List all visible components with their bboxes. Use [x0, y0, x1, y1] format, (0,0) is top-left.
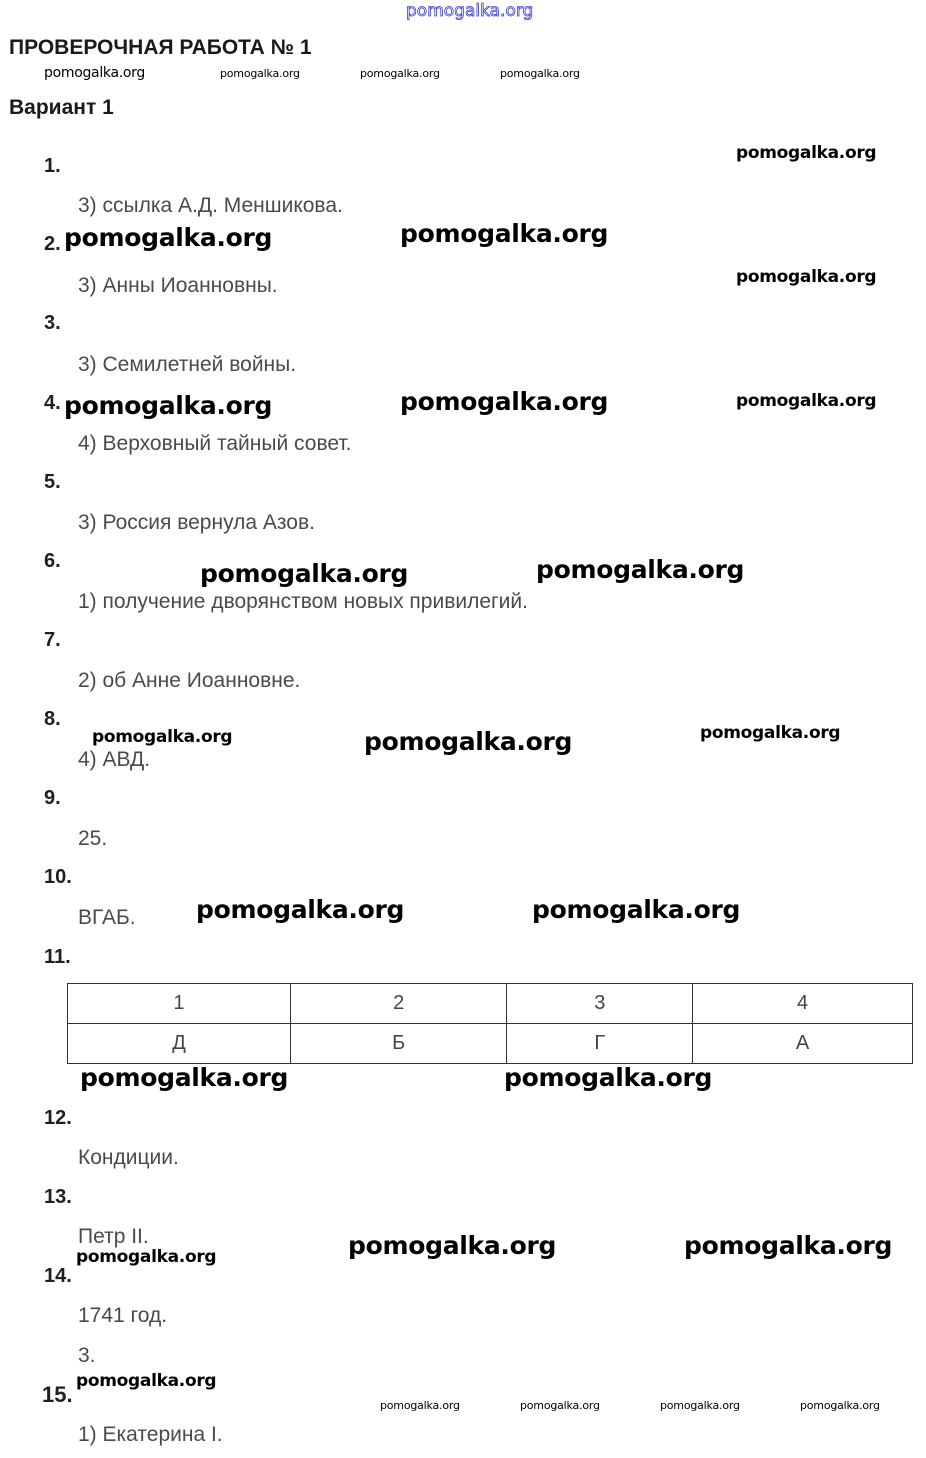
watermark: pomogalka.org — [532, 895, 741, 924]
watermark: pomogalka.org — [80, 1063, 289, 1092]
question-number: 12. — [44, 1107, 72, 1129]
watermark: pomogalka.org — [504, 1063, 713, 1092]
table-cell: 1 — [68, 984, 291, 1024]
question-number: 11. — [44, 946, 71, 968]
watermark: pomogalka.org — [520, 1399, 600, 1412]
variant-heading: Вариант 1 — [9, 96, 114, 119]
watermark: pomogalka.org — [736, 391, 877, 411]
table-cell: 4 — [693, 984, 913, 1024]
header-watermark: pomogalka.org — [406, 1, 534, 21]
question-number: 2. — [44, 233, 61, 255]
watermark: pomogalka.org — [76, 1247, 217, 1267]
answer: 3) Анны Иоанновны. — [78, 274, 278, 297]
question-number: 15. — [42, 1382, 73, 1407]
question-number: 7. — [44, 629, 61, 651]
watermark: pomogalka.org — [220, 67, 300, 80]
answer: ВГАБ. — [78, 906, 136, 929]
watermark: pomogalka.org — [500, 67, 580, 80]
watermark: pomogalka.org — [380, 1399, 460, 1412]
answer: 3. — [78, 1344, 96, 1367]
watermark: pomogalka.org — [736, 267, 877, 287]
watermark: pomogalka.org — [92, 727, 233, 747]
table-header-row — [68, 984, 913, 1024]
answer: 4) АВД. — [78, 748, 151, 771]
answer: 1741 год. — [78, 1304, 168, 1327]
watermark: pomogalka.org — [700, 723, 841, 743]
watermark: pomogalka.org — [44, 65, 145, 81]
answer: Кондиции. — [78, 1146, 179, 1169]
watermark: pomogalka.org — [196, 895, 405, 924]
watermark: pomogalka.org — [348, 1231, 557, 1260]
answer: 1) получение дворянством новых привилегий. — [78, 590, 528, 613]
page-title: ПРОВЕРОЧНАЯ РАБОТА № 1 — [9, 36, 312, 59]
watermark: pomogalka.org — [200, 559, 409, 588]
question-number: 5. — [44, 471, 61, 493]
watermark: pomogalka.org — [400, 387, 609, 416]
table-cell: 3 — [507, 984, 693, 1024]
watermark: pomogalka.org — [660, 1399, 740, 1412]
watermark: pomogalka.org — [76, 1371, 217, 1391]
answer: 2) об Анне Иоанновне. — [78, 669, 301, 692]
question-number: 8. — [44, 708, 61, 730]
table-cell: Б — [290, 1024, 506, 1064]
question-number: 3. — [44, 312, 61, 334]
question-number: 4. — [44, 392, 61, 414]
answer-table — [67, 983, 913, 1064]
question-number: 1. — [44, 155, 61, 177]
table-cell: Д — [68, 1024, 291, 1064]
watermark: pomogalka.org — [736, 143, 877, 163]
table-cell: А — [693, 1024, 913, 1064]
answer: Петр II. — [78, 1225, 149, 1248]
table-cell: 2 — [290, 984, 506, 1024]
question-number: 14. — [44, 1265, 72, 1287]
watermark: pomogalka.org — [364, 727, 573, 756]
question-number: 10. — [44, 866, 72, 888]
watermark: pomogalka.org — [64, 391, 273, 420]
answer: 3) Россия вернула Азов. — [78, 511, 315, 534]
answer: 4) Верховный тайный совет. — [78, 432, 352, 455]
question-number: 9. — [44, 787, 61, 809]
watermark: pomogalka.org — [64, 223, 273, 252]
answer: 3) Семилетней войны. — [78, 353, 297, 376]
answer: 1) Екатерина I. — [78, 1423, 223, 1446]
table-row — [68, 1024, 913, 1064]
watermark: pomogalka.org — [684, 1231, 893, 1260]
table-cell: Г — [507, 1024, 693, 1064]
watermark: pomogalka.org — [400, 219, 609, 248]
question-number: 13. — [44, 1186, 72, 1208]
question-number: 6. — [44, 550, 61, 572]
watermark: pomogalka.org — [536, 555, 745, 584]
watermark: pomogalka.org — [360, 67, 440, 80]
answer: 25. — [78, 827, 108, 850]
watermark: pomogalka.org — [800, 1399, 880, 1412]
answer: 3) ссылка А.Д. Меншикова. — [78, 194, 343, 217]
